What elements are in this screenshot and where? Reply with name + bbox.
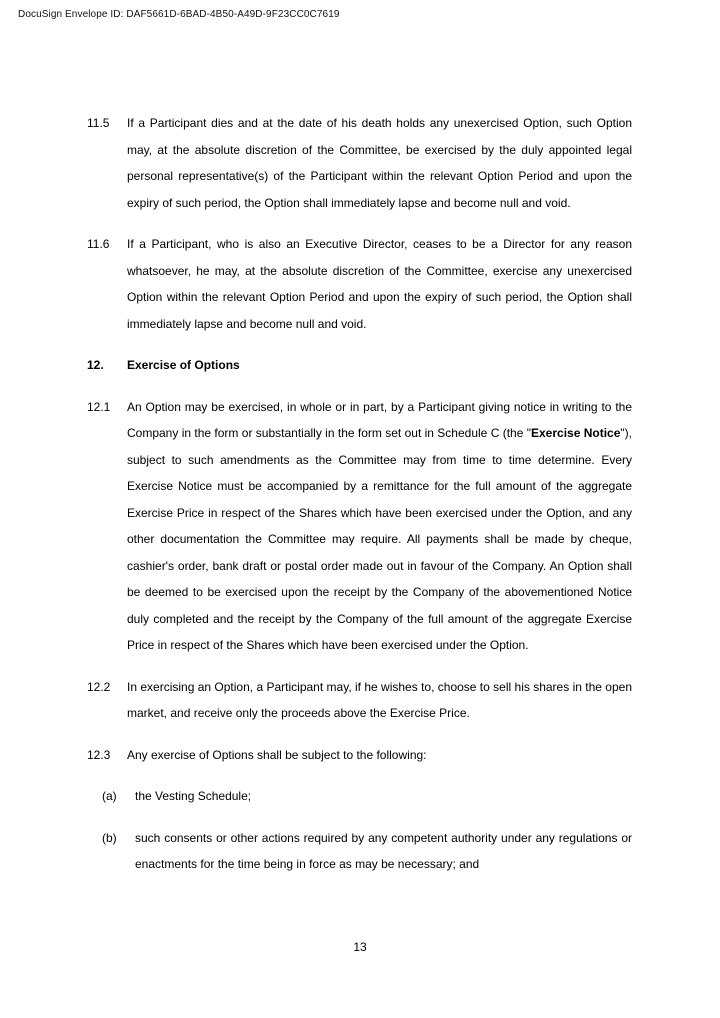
paragraph-number: (b) — [102, 830, 117, 845]
paragraph-text: Any exercise of Options shall be subject to the following: — [127, 747, 427, 762]
paragraph-12-1 — [87, 394, 632, 659]
paragraph-number: 11.6 — [87, 237, 110, 251]
paragraph-text: the Vesting Schedule; — [135, 789, 252, 803]
paragraph-12-3 — [87, 742, 632, 769]
paragraph-text: An Option may be exercised, in whole or in part, by a Participant giving notice in writing to the Company in the form or substantially in the form set out in Schedule C (the "Exercise Notice"), subject to such amendments as the Committee may from time to time determine. Every Exercise Notice must be accompanied by a remittance for the full amount of the aggregate Exercise Price in respect of the Shares which have been exercised under the Option, and any other documentation the Committee may require. All payments shall be made by cheque, cashier's order, bank draft or postal order made out in favour of the Company. An Option shall be deemed to be exercised upon the receipt by the Company of the abovementioned Notice duly completed and the receipt by the Company of the full amount of the aggregate Exercise Price in respect of the Shares which have been exercised under the Option. — [127, 399, 632, 652]
paragraph-number: 12.2 — [87, 679, 111, 694]
paragraph-12-2 — [87, 674, 632, 727]
paragraph-12 — [87, 352, 632, 379]
paragraph-11-5 — [87, 110, 632, 216]
paragraph-11-6 — [87, 231, 632, 337]
docusign-envelope-id: DocuSign Envelope ID: DAF5661D-6BAD-4B50-A49D-9F23CC0C7619 — [18, 9, 340, 20]
paragraph-number: 11.5 — [87, 116, 110, 130]
paragraph-number: 12.1 — [87, 399, 111, 414]
document-body — [87, 110, 632, 893]
paragraph-number: (a) — [102, 789, 117, 803]
paragraph-text: such consents or other actions required by any competent authority under any regulations or enactments for the time being in force as may be necessary; and — [135, 830, 632, 871]
paragraph-b — [102, 825, 632, 878]
paragraph-number: 12.3 — [87, 747, 111, 762]
paragraph-text: Exercise of Options — [127, 358, 240, 372]
paragraph-text: If a Participant dies and at the date of his death holds any unexercised Option, such Option may, at the absolute discretion of the Committee, be exercised by the duly appointed legal personal representative(s) of the Participant within the relevant Option Period and upon the expiry of such period, the Option shall immediately lapse and become null and void. — [127, 116, 632, 210]
paragraph-text: In exercising an Option, a Participant may, if he wishes to, choose to sell his shares in the open market, and receive only the proceeds above the Exercise Price. — [127, 679, 632, 720]
paragraph-a — [102, 783, 632, 810]
paragraph-text: If a Participant, who is also an Executive Director, ceases to be a Director for any reason whatsoever, he may, at the absolute discretion of the Committee, exercise any unexercised Option within the relevant Option Period and upon the expiry of such period, the Option shall immediately lapse and become null and void. — [127, 237, 632, 331]
page-number: 13 — [353, 940, 367, 954]
paragraph-number: 12. — [87, 358, 104, 372]
